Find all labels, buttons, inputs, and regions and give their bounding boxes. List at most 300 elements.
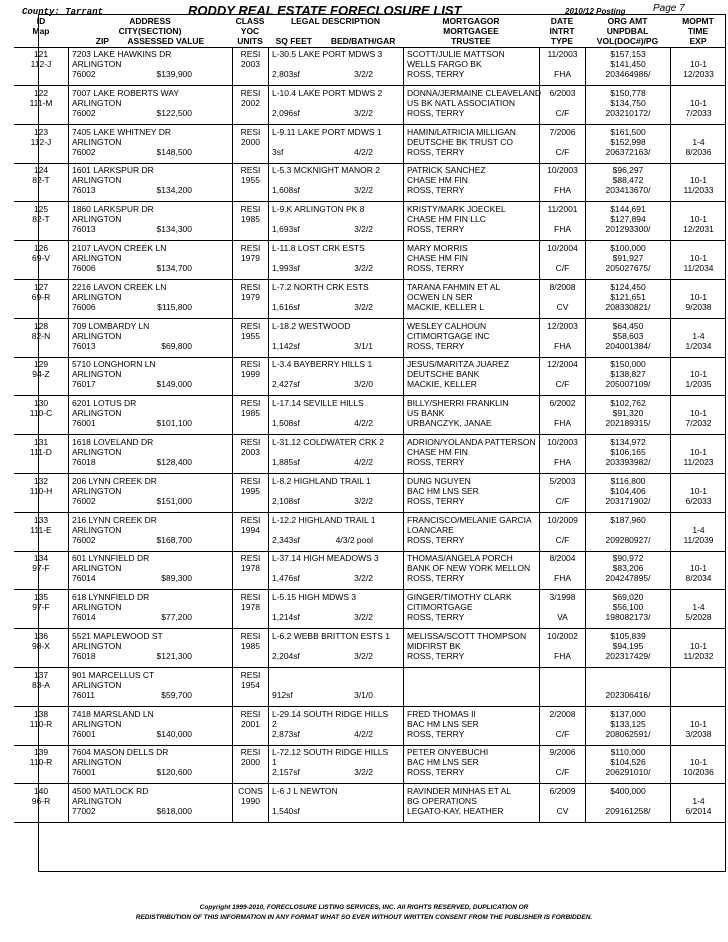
row-legal-cont-line: [272, 447, 403, 457]
cell-c0: [14, 86, 68, 124]
row-legal-cont-line: [272, 59, 403, 69]
cell-c7: [670, 551, 726, 589]
row-id: 122: [33, 87, 49, 98]
row-class: RESI: [240, 359, 261, 370]
row-legal: L-7.2 NORTH CRK ESTS: [272, 281, 369, 292]
row-mortgagee: OCWEN LN SER: [407, 291, 473, 302]
row-type: C/F: [555, 534, 570, 545]
row-mortgagor-line: [407, 670, 539, 680]
row-address: 6201 LOTUS DR: [72, 398, 137, 409]
row-date-line: [540, 592, 585, 602]
row-legal: L-10.4 LAKE PORT MDWS 2: [272, 87, 383, 98]
cell-c4: [403, 784, 539, 822]
row-org-amt: $150,000: [610, 359, 646, 370]
page-number: Page 7: [653, 3, 685, 14]
row-vol-line: [586, 302, 670, 312]
row-trustee-line: [407, 457, 539, 467]
row-org-amt-line: [586, 127, 670, 137]
cell-c7: [670, 47, 726, 85]
row-bed-bath-gar: 3/1/0: [354, 689, 373, 700]
row-mortgagee: CHASE HM FIN: [407, 253, 468, 263]
row-vol: 198082173/: [605, 612, 651, 623]
row-mortgagor-line: [407, 553, 539, 563]
row-zip: 76002: [72, 146, 96, 157]
row-org-amt-line: [586, 204, 670, 214]
cell-c6: [585, 513, 670, 551]
row-org-amt-line: [586, 165, 670, 175]
table-row: [14, 784, 726, 823]
cell-c3: [268, 551, 403, 589]
row-address: 2107 LAVON CREEK LN: [72, 243, 167, 253]
row-trustee-line: [407, 418, 539, 428]
row-sqft: 2,427sf: [272, 379, 300, 390]
row-unpaid-line: [586, 563, 670, 573]
row-legal-line: [272, 631, 403, 641]
row-legal: L-8.2 HIGHLAND TRAIL 1: [272, 475, 371, 486]
page-title: RODDY REAL ESTATE FORECLOSURE LIST: [188, 3, 462, 18]
row-mortgagor: MELISSA/SCOTT THOMPSON: [407, 631, 527, 641]
row-legal-cont-line: [272, 175, 403, 185]
row-class: RESI: [240, 87, 261, 98]
table-row: [14, 163, 726, 202]
row-map: 96-R: [31, 796, 51, 807]
row-zip-line: [72, 535, 232, 545]
row-address: 1618 LOVELAND DR: [72, 437, 154, 447]
row-yoc: 1954: [241, 679, 260, 690]
row-org-amt: $134,972: [610, 437, 646, 447]
row-id-line: [14, 553, 68, 563]
row-bed-bath-gar: 3/2/2: [354, 69, 373, 79]
row-city: ARLINGTON: [72, 253, 122, 263]
row-legal-line: [272, 592, 403, 602]
row-assessed-value: $148,500: [156, 146, 192, 157]
row-exp: 11/2034: [683, 263, 714, 273]
row-type-line: [540, 379, 585, 389]
row-bed-bath-gar: 3/2/2: [354, 107, 373, 118]
row-exp-line: [671, 69, 726, 79]
row-org-amt: $96,297: [612, 165, 644, 176]
row-address-line: [72, 437, 232, 447]
row-bed-bath-gar: 4/3/2 pool: [335, 534, 373, 545]
row-zip-line: [72, 263, 232, 273]
cell-c3: [268, 280, 403, 318]
row-exp: 6/2014: [685, 806, 712, 817]
row-date: 2/2008: [549, 708, 576, 719]
row-legal-line: [272, 321, 403, 331]
row-map-line: [14, 641, 68, 651]
row-sqft-line: [272, 496, 403, 506]
row-mortgagor-line: [407, 592, 539, 602]
row-vol: 203393982/: [605, 457, 651, 467]
row-type: FHA: [554, 185, 571, 196]
row-address: 5521 MAPLEWOOD ST: [72, 631, 163, 641]
row-id: 124: [33, 165, 49, 176]
row-map-line: [14, 408, 68, 418]
cell-c6: [585, 86, 670, 124]
row-city-line: [72, 292, 232, 302]
row-assessed-value: $115,800: [157, 301, 192, 312]
row-time-line: [671, 175, 726, 185]
row-sqft-line: [272, 535, 403, 545]
row-id-line: [14, 127, 68, 137]
row-org-amt-line: [586, 553, 670, 563]
row-mortgagee-line: [407, 796, 539, 806]
row-exp-line: [671, 341, 726, 351]
row-type-line: [540, 147, 585, 157]
row-id-line: [14, 476, 68, 486]
cell-c7: [670, 280, 726, 318]
cell-c1: [68, 163, 232, 201]
row-date: 12/2003: [547, 320, 578, 331]
row-date-line: [540, 243, 585, 253]
row-type-line: [540, 690, 585, 700]
row-city-line: [72, 641, 232, 651]
table-row: [14, 668, 726, 707]
row-exp: 1/2034: [685, 340, 712, 351]
row-city: ARLINGTON: [72, 97, 122, 108]
row-legal-cont-line: [272, 757, 403, 767]
cell-c6: [585, 707, 670, 745]
row-sqft: 1,540sf: [272, 806, 300, 817]
row-mortgagor-line: [407, 165, 539, 175]
table-row: [14, 47, 726, 86]
row-sqft-line: [272, 108, 403, 118]
row-mopmt-line: [671, 476, 726, 486]
row-yoc: 1955: [241, 175, 260, 186]
row-exp: 5/2028: [685, 612, 712, 623]
row-vol-line: [586, 767, 670, 777]
cell-c6: [585, 202, 670, 240]
cell-c7: [670, 513, 726, 551]
row-address-line: [72, 592, 232, 602]
row-unpaid-line: [586, 369, 670, 379]
cell-c5: [539, 668, 585, 706]
row-map: 111-D: [30, 447, 52, 457]
row-id: 140: [33, 786, 49, 797]
row-city: ARLINGTON: [72, 718, 122, 729]
cell-c5: [539, 629, 585, 667]
row-bed-bath-gar: 3/2/0: [354, 379, 373, 390]
cell-c1: [68, 357, 232, 395]
row-address: 1601 LARKSPUR DR: [72, 165, 154, 176]
row-date-line: [540, 359, 585, 369]
row-exp: 7/2032: [685, 418, 712, 429]
row-map: 82-T: [32, 214, 50, 225]
cell-c0: [14, 319, 68, 357]
row-zip: 76014: [72, 573, 96, 584]
row-trustee-line: [407, 69, 539, 79]
row-date-line: [540, 515, 585, 525]
row-date: 11/2003: [547, 49, 578, 59]
row-unpaid: $127,894: [610, 214, 646, 225]
cell-c3: [268, 590, 403, 628]
row-unpaid-line: [586, 757, 670, 767]
row-legal-cont-line: [272, 214, 403, 224]
row-yoc-line: [233, 563, 268, 573]
row-unpaid: $83,206: [612, 563, 644, 574]
row-map-line: [14, 292, 68, 302]
row-legal-cont-line: [272, 680, 403, 690]
row-mortgagor: FRANCISCO/MELANIE GARCIA: [407, 514, 532, 525]
row-zip: 76013: [72, 224, 96, 235]
row-mortgagor: PETER ONYEBUCHI: [407, 747, 489, 758]
row-exp-line: [671, 573, 726, 583]
row-id-line: [14, 321, 68, 331]
row-intrt-line: [540, 680, 585, 690]
row-mortgagor: FRED THOMAS II: [407, 708, 476, 719]
row-legal-cont-line: [272, 641, 403, 651]
row-bed-bath-gar: 4/2/2: [354, 457, 373, 467]
row-yoc-line: [233, 98, 268, 108]
row-id: 132: [33, 475, 49, 486]
cell-c6: [585, 668, 670, 706]
row-city-line: [72, 602, 232, 612]
row-bed-bath-gar: 4/2/2: [354, 146, 373, 157]
row-exp: 9/2038: [685, 301, 712, 312]
row-intrt-line: [540, 292, 585, 302]
row-legal: L-29.14 SOUTH RIDGE HILLS: [272, 708, 389, 719]
row-yoc: 1978: [241, 602, 260, 613]
row-city: ARLINGTON: [72, 641, 122, 651]
row-org-amt: $137,000: [610, 708, 646, 719]
cell-c3: [268, 241, 403, 279]
row-class-line: [233, 359, 268, 369]
row-type: FHA: [554, 457, 571, 467]
row-exp: 8/2036: [685, 146, 712, 157]
cell-c1: [68, 241, 232, 279]
row-map: 83-A: [32, 679, 50, 690]
row-date-line: [540, 204, 585, 214]
cell-c1: [68, 668, 232, 706]
row-unpaid: $104,406: [610, 485, 646, 496]
row-mortgagor-line: [407, 204, 539, 214]
row-city-line: [72, 757, 232, 767]
row-sqft: 1,214sf: [272, 612, 300, 623]
row-legal-line: [272, 709, 403, 719]
row-time-line: [671, 486, 726, 496]
row-mortgagor: ADRION/YOLANDA PATTERSON: [407, 437, 536, 447]
row-unpaid-line: [586, 214, 670, 224]
row-id: 123: [33, 126, 49, 137]
cell-c0: [14, 745, 68, 783]
row-unpaid-line: [586, 641, 670, 651]
row-assessed-value: $128,400: [156, 457, 192, 467]
row-vol-line: [586, 457, 670, 467]
row-exp: 3/2038: [685, 728, 712, 739]
row-zip: 76006: [72, 301, 96, 312]
row-assessed-value: $149,000: [156, 379, 192, 390]
row-class-line: [233, 476, 268, 486]
row-unpaid: $133,125: [610, 718, 646, 729]
row-address: 7007 LAKE ROBERTS WAY: [72, 87, 180, 98]
row-id: 126: [33, 243, 49, 253]
row-vol-line: [586, 496, 670, 506]
row-exp-line: [671, 418, 726, 428]
row-address-line: [72, 553, 232, 563]
row-yoc-line: [233, 447, 268, 457]
row-zip-line: [72, 418, 232, 428]
row-assessed-value: $168,700: [156, 534, 192, 545]
cell-c5: [539, 86, 585, 124]
row-address-line: [72, 515, 232, 525]
row-sqft-line: [272, 418, 403, 428]
cell-c5: [539, 396, 585, 434]
row-zip: 76013: [72, 185, 96, 196]
row-city-line: [72, 408, 232, 418]
row-city: ARLINGTON: [72, 214, 122, 225]
row-map-line: [14, 253, 68, 263]
row-zip-line: [72, 573, 232, 583]
row-org-amt: $69,020: [612, 592, 644, 603]
row-mopmt-line: [671, 515, 726, 525]
row-address-line: [72, 165, 232, 175]
row-intrt-line: [540, 719, 585, 729]
row-mortgagor: SCOTT/JULIE MATTSON: [407, 49, 505, 59]
row-org-amt-line: [586, 282, 670, 292]
row-time-line: [671, 719, 726, 729]
row-yoc: 2002: [241, 97, 260, 108]
row-bed-bath-gar: 3/2/2: [354, 651, 373, 661]
row-trustee: ROSS, TERRY: [407, 612, 465, 623]
row-type: FHA: [554, 573, 571, 584]
cell-c4: [403, 357, 539, 395]
row-id-line: [14, 359, 68, 369]
row-vol: 203210172/: [605, 107, 651, 118]
row-unpaid-line: [586, 59, 670, 69]
col-class-header: CLASS YOC UNITS: [235, 16, 265, 46]
row-legal-cont-line: [272, 408, 403, 418]
cell-c7: [670, 629, 726, 667]
cell-c2: [232, 590, 268, 628]
row-assessed-value: $59,700: [161, 689, 192, 700]
row-mopmt-line: [671, 282, 726, 292]
row-assessed-value: $89,300: [161, 573, 192, 584]
row-trustee: ROSS, TERRY: [407, 767, 465, 778]
table-row: [14, 86, 726, 125]
table-row: [14, 202, 726, 241]
row-legal-line: [272, 165, 403, 175]
row-class-line: [233, 747, 268, 757]
row-sqft-line: [272, 185, 403, 195]
row-map: 98-X: [32, 641, 50, 651]
row-trustee: ROSS, TERRY: [407, 185, 465, 196]
row-intrt-line: [540, 98, 585, 108]
row-map-line: [14, 214, 68, 224]
row-exp-line: [671, 457, 726, 467]
table-row: [14, 551, 726, 590]
row-date: 10/2004: [547, 243, 578, 253]
row-mortgagee: LOANCARE: [407, 524, 454, 535]
cell-c6: [585, 474, 670, 512]
row-yoc-line: [233, 59, 268, 69]
row-map-line: [14, 486, 68, 496]
row-date: 10/2002: [547, 631, 578, 641]
row-legal-line: [272, 747, 403, 757]
row-yoc: 1985: [241, 214, 260, 225]
row-mortgagee: BANK OF NEW YORK MELLON: [407, 563, 531, 574]
row-mortgagor-line: [407, 631, 539, 641]
cell-c1: [68, 396, 232, 434]
row-assessed-value: $69,800: [161, 340, 192, 351]
row-class: RESI: [240, 243, 261, 253]
cell-c2: [232, 202, 268, 240]
row-trustee-line: [407, 690, 539, 700]
row-id-line: [14, 204, 68, 214]
row-date: 6/2002: [549, 398, 576, 409]
row-mortgagor: JESUS/MARITZA JUAREZ: [407, 359, 510, 370]
row-city: ARLINGTON: [72, 563, 122, 574]
row-address-line: [72, 204, 232, 214]
row-unpaid-line: [586, 137, 670, 147]
row-map-line: [14, 447, 68, 457]
row-date: 3/1998: [549, 592, 576, 603]
row-time: 10-1: [689, 175, 707, 186]
row-type-line: [540, 729, 585, 739]
cell-c0: [14, 280, 68, 318]
row-type: C/F: [555, 495, 570, 506]
row-legal-line: [272, 476, 403, 486]
row-city-line: [72, 253, 232, 263]
row-org-amt: $116,800: [610, 475, 646, 486]
cell-c5: [539, 707, 585, 745]
row-trustee-line: [407, 379, 539, 389]
row-time-line: [671, 563, 726, 573]
row-legal-line: [272, 204, 403, 214]
row-trustee-line: [407, 767, 539, 777]
row-mortgagor: PATRICK SANCHEZ: [407, 165, 486, 176]
row-class: RESI: [240, 631, 261, 641]
row-vol-line: [586, 224, 670, 234]
row-legal: L-18.2 WESTWOOD: [272, 320, 351, 331]
row-id: 137: [33, 669, 49, 680]
row-exp: 12/2031: [683, 224, 714, 235]
row-bed-bath-gar: 3/2/2: [354, 495, 373, 506]
row-trustee-line: [407, 612, 539, 622]
row-map: 82-T: [32, 175, 50, 186]
table-row: [14, 319, 726, 358]
row-map: 97-F: [32, 602, 50, 613]
row-time-line: [671, 641, 726, 651]
row-mopmt-line: [671, 243, 726, 253]
row-id-line: [14, 88, 68, 98]
row-id: 121: [33, 49, 49, 59]
row-legal-cont-line: [272, 719, 403, 729]
row-mortgagor-line: [407, 786, 539, 796]
row-mopmt-line: [671, 553, 726, 563]
row-map: 97-F: [32, 563, 50, 574]
cell-c3: [268, 784, 403, 822]
row-org-amt: $187,960: [610, 514, 646, 525]
row-id-line: [14, 747, 68, 757]
cell-c3: [268, 745, 403, 783]
row-yoc: 2001: [241, 718, 260, 729]
row-city-line: [72, 369, 232, 379]
row-address-line: [72, 321, 232, 331]
row-address-line: [72, 786, 232, 796]
row-map-line: [14, 175, 68, 185]
row-map-line: [14, 680, 68, 690]
row-legal-cont-line: [272, 602, 403, 612]
row-mortgagee: WELLS FARGO BK: [407, 59, 482, 69]
row-intrt-line: [540, 408, 585, 418]
row-org-amt-line: [586, 631, 670, 641]
row-vol: 208330821/: [605, 301, 651, 312]
row-type-line: [540, 573, 585, 583]
row-intrt-line: [540, 253, 585, 263]
row-type: C/F: [555, 379, 570, 390]
row-id: 127: [33, 281, 49, 292]
row-exp: 10/2036: [683, 767, 714, 778]
